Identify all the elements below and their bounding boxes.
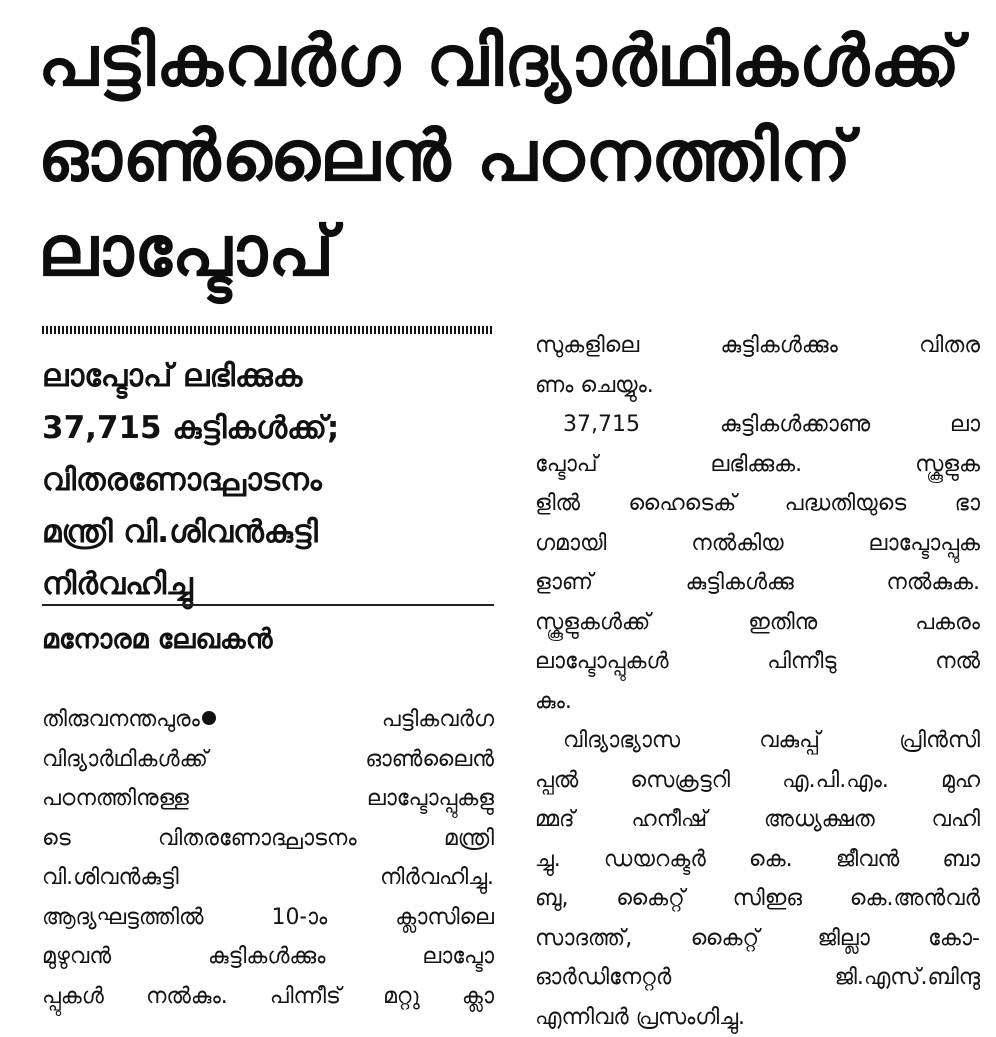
body-line: ണം ചെയ്യും.: [535, 366, 980, 406]
deck-line-3: വിതരണോദ്ഘാടനം: [42, 454, 497, 506]
body-line: വിദ്യാർഥികൾക്ക് ഓൺലൈൻ: [42, 740, 494, 780]
dateline-line: [42, 700, 494, 740]
body-line: പ്പുകൾ നൽകും. പിന്നീട് മറ്റു ക്ലാ: [42, 977, 494, 1017]
body-line: പ്ടോപ് ലഭിക്കുക. സ്കൂളുക: [535, 445, 980, 485]
body-line: ഓർഡിനേറ്റർ ജി.എസ്.ബിന്ദു: [535, 958, 980, 998]
first-line-rest: പട്ടികവർഗ: [382, 707, 494, 732]
body-line: പ്പൽ സെക്രട്ടറി എ.പി.എം. മുഹ: [535, 761, 980, 801]
body-line: ച്ചു. ഡയറക്ടർ കെ. ജീവൻ ബാ: [535, 840, 980, 880]
article-column-left: [42, 700, 494, 1016]
body-line: 37,715 കുട്ടികൾക്കാണു ലാ: [535, 405, 980, 445]
body-line: പഠനത്തിനുള്ള ലാപ്ടോപ്പുകളു: [42, 779, 494, 819]
body-line: സുകളിലെ കുട്ടികൾക്കും വിതര: [535, 326, 980, 366]
deck-line-1: ലാപ്ടോപ് ലഭിക്കുക: [42, 350, 497, 402]
body-line: ആദ്യഘട്ടത്തിൽ 10-ാം ക്ലാസിലെ: [42, 898, 494, 938]
body-line: ഗമായി നൽകിയ ലാപ്ടോപ്പുക: [535, 524, 980, 564]
body-line: മ്മദ് ഹനീഷ് അധ്യക്ഷത വഹി: [535, 800, 980, 840]
headline-line-1: പട്ടികവർഗ വിദ്യാർഥികൾക്ക്: [38, 14, 938, 109]
dateline: തിരുവനന്തപുരം: [42, 707, 200, 732]
body-line: മുഴുവൻ കുട്ടികൾക്കും ലാപ്ടോ: [42, 937, 494, 977]
body-line: ളിൽ ഹൈടെക് പദ്ധതിയുടെ ഭാ: [535, 484, 980, 524]
article-column-right: [535, 326, 980, 1037]
body-line: ടെ വിതരണോദ്ഘാടനം മന്ത്രി: [42, 819, 494, 859]
byline: മനോരമ ലേഖകൻ: [42, 620, 497, 660]
body-line: ബു, കൈറ്റ് സിഇഒ കെ.അൻവർ: [535, 879, 980, 919]
deck-line-4: മന്ത്രി വി.ശിവൻകുട്ടി: [42, 506, 497, 558]
body-line: വി.ശിവൻകുട്ടി നിർവഹിച്ചു.: [42, 858, 494, 898]
bullet-icon: [202, 711, 216, 725]
headline-line-3: ലാപ്ടോപ്: [38, 204, 938, 299]
deck-line-2: 37,715 കുട്ടികൾക്ക്;: [42, 402, 497, 454]
headline: [38, 14, 938, 299]
body-line: സാദത്ത്, കൈറ്റ് ജില്ലാ കോ-: [535, 919, 980, 959]
body-line: വിദ്യാഭ്യാസ വകുപ്പ് പ്രിൻസി: [535, 721, 980, 761]
body-line: ലാപ്ടോപ്പുകൾ പിന്നീടു നൽ: [535, 642, 980, 682]
subheadline-deck: [42, 350, 497, 610]
headline-line-2: ഓൺലൈൻ പഠനത്തിന്: [38, 109, 938, 204]
body-line: സ്കൂളുകൾക്ക് ഇതിനു പകരം: [535, 603, 980, 643]
deck-line-5: നിർവഹിച്ചു: [42, 558, 497, 610]
byline-divider: [42, 604, 494, 606]
body-line: കും.: [535, 682, 980, 722]
body-line: ളാണ് കുട്ടികൾക്കു നൽകുക.: [535, 563, 980, 603]
body-line: എന്നിവർ പ്രസംഗിച്ചു.: [535, 998, 980, 1037]
dotted-divider: [42, 326, 494, 334]
